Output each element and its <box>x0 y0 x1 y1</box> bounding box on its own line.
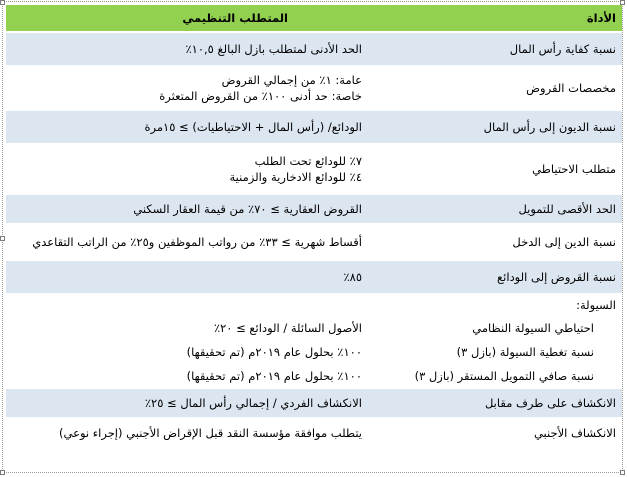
table-row <box>6 194 622 224</box>
requirement-cell <box>6 144 368 194</box>
tool-cell: الحد الأقصى للتمويل <box>368 194 622 224</box>
resize-handle-top-left[interactable] <box>0 0 5 5</box>
header-tool: الأداة <box>368 5 622 32</box>
requirement-line: عامة: ١٪ من إجمالي القروض <box>221 73 362 87</box>
tool-cell: نسبة تغطية السيولة (بازل ٣) <box>368 340 622 364</box>
regulatory-requirements-table <box>6 5 622 449</box>
tool-cell: مخصصات القروض <box>368 66 622 110</box>
liquidity-title: السيولة: <box>368 294 622 316</box>
requirement-cell: يتطلب موافقة مؤسسة النقد قبل الإقراض الأجنبي (إجراء نوعي) <box>6 418 368 448</box>
liquidity-row <box>6 340 622 364</box>
header-requirement: المتطلب التنظيمي <box>6 5 368 32</box>
requirement-line: ٤٪ للودائع الادخارية والزمنية <box>229 170 362 184</box>
requirement-cell: ١٠٠٪ بحلول عام ٢٠١٩م (تم تحقيقها) <box>6 340 368 364</box>
resize-handle-bottom-right[interactable] <box>620 470 625 475</box>
tool-cell: نسبة صافي التمويل المستقر (بازل ٣) <box>368 364 622 388</box>
requirement-line: ٧٪ للودائع تحت الطلب <box>254 154 362 168</box>
liquidity-row <box>6 364 622 388</box>
liquidity-row <box>6 316 622 340</box>
requirement-cell: الودائع/ (رأس المال + الاحتياطيات) ≥ ١٥مرة <box>6 110 368 144</box>
table-row <box>6 388 622 418</box>
tool-cell: متطلب الاحتياطي <box>368 144 622 194</box>
requirement-cell: الحد الأدنى لمتطلب بازل البالغ ١٠,٥٪ <box>6 32 368 66</box>
table-row <box>6 66 622 110</box>
tool-cell: احتياطي السيولة النظامي <box>368 316 622 340</box>
tool-cell: نسبة القروض إلى الودائع <box>368 260 622 294</box>
table-row <box>6 418 622 448</box>
liquidity-title-row <box>6 294 622 316</box>
requirement-cell: القروض العقارية ≥ ٧٠٪ من قيمة العقار السكني <box>6 194 368 224</box>
requirement-cell: ١٠٠٪ بحلول عام ٢٠١٩م (تم تحقيقها) <box>6 364 368 388</box>
requirement-line: خاصة: حد أدنى ١٠٠٪ من القروض المتعثرة <box>159 89 362 103</box>
tool-cell: الانكشاف على طرف مقابل <box>368 388 622 418</box>
table-row <box>6 32 622 66</box>
table-header-row <box>6 5 622 32</box>
requirement-cell: الأصول السائلة / الودائع ≥ ٢٠٪ <box>6 316 368 340</box>
tool-cell: الانكشاف الأجنبي <box>368 418 622 448</box>
requirement-cell: ٨٥٪ <box>6 260 368 294</box>
requirement-cell <box>6 66 368 110</box>
table-row <box>6 144 622 194</box>
tool-cell: نسبة كفاية رأس المال <box>368 32 622 66</box>
table-row <box>6 224 622 260</box>
table-row <box>6 260 622 294</box>
requirement-cell: أقساط شهرية ≥ ٣٣٪ من رواتب الموظفين و٢٥٪ من الراتب التقاعدي <box>6 224 368 260</box>
tool-cell: نسبة الدين إلى الدخل <box>368 224 622 260</box>
table-row <box>6 110 622 144</box>
resize-handle-bottom-left[interactable] <box>0 470 5 475</box>
resize-handle-left-middle[interactable] <box>0 236 5 241</box>
tool-cell: نسبة الديون إلى رأس المال <box>368 110 622 144</box>
requirement-cell: الانكشاف الفردي / إجمالي رأس المال ≥ ٢٥٪ <box>6 388 368 418</box>
